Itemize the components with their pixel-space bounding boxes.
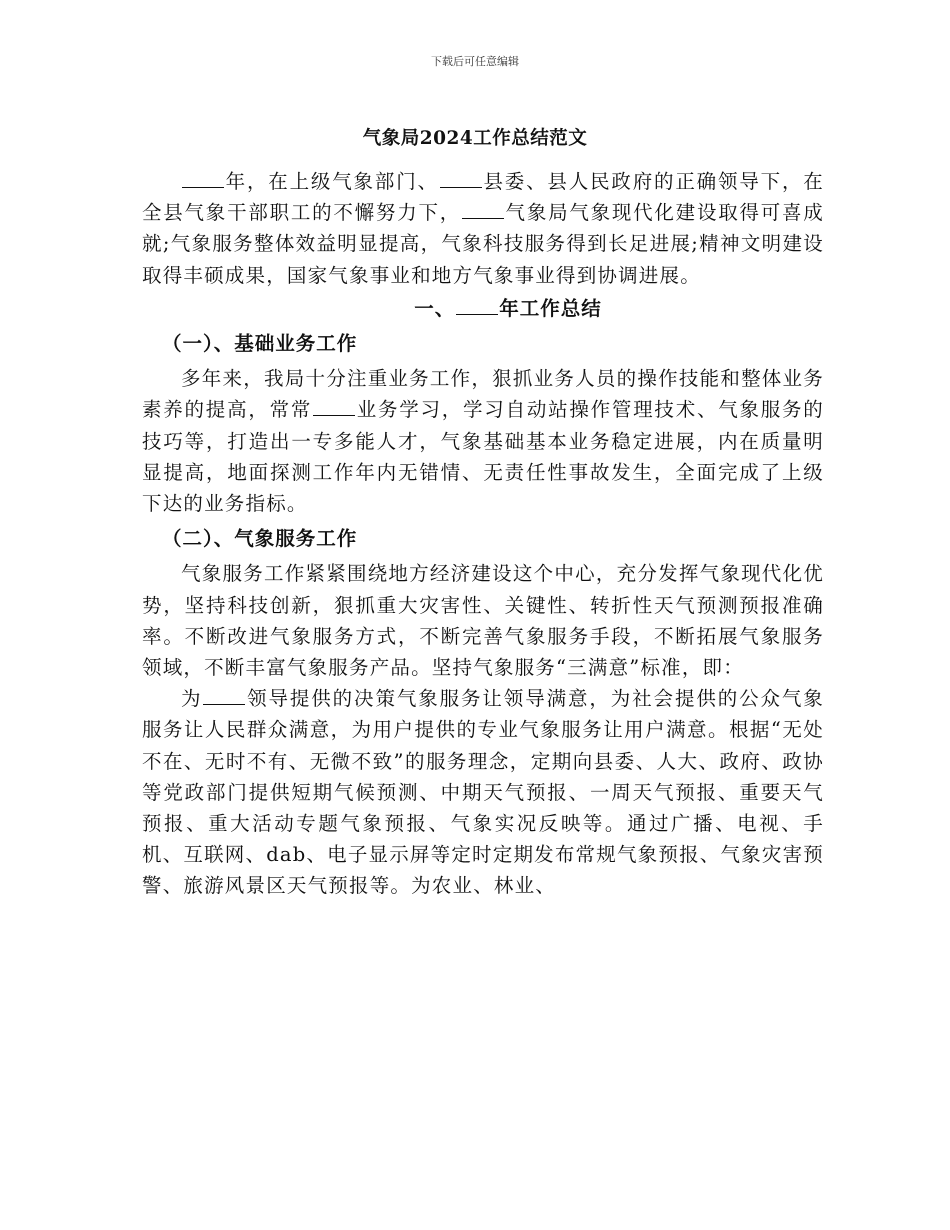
blank-line bbox=[203, 686, 245, 705]
service-paragraph-2 bbox=[142, 683, 824, 901]
section-heading-prefix: 一、 bbox=[414, 296, 456, 320]
basic-text-1: 多年来，我局十分注重业务工作，狠抓业务人员的操作技能和整体业务素养的提高，常常 bbox=[142, 367, 824, 422]
header-note: 下载后可任意编辑 bbox=[431, 55, 519, 68]
subsection-heading-basic: （一）、基础业务工作 bbox=[162, 332, 358, 356]
intro-text-1: 年，在上级气象部门、 bbox=[225, 170, 439, 193]
blank-line bbox=[462, 200, 504, 219]
service-paragraph-1: 气象服务工作紧紧围绕地方经济建设这个中心，充分发挥气象现代化优势，坚持科技创新，狠抓重大灾害性、关键性、转折性天气预测预报准确率。不断改进气象服务方式，不断完善气象服务手段，不断拓展气象服务领域，不断丰富气象服务产品。坚持气象服务“三满意”标准，即： bbox=[142, 562, 824, 680]
document-title: 气象局2024工作总结范文 bbox=[362, 128, 588, 149]
intro-text-2: 县委、县人民政府的正确领导下，在全县气象干部职工的不懈努力下， bbox=[142, 170, 824, 225]
blank-line bbox=[456, 296, 498, 315]
basic-text-2: 业务学习，学习自动站操作管理技术、气象服务的技巧等，打造出一专多能人才，气象基础基本业务稳定进展，内在质量明显提高，地面探测工作年内无错情、无责任性事故发生，全面完成了上级下达的业务指标。 bbox=[142, 398, 824, 516]
intro-text-3: 气象局气象现代化建设取得可喜成就;气象服务整体效益明显提高，气象科技服务得到长足进展;精神文明建设取得丰硕成果，国家气象事业和地方气象事业得到协调进展。 bbox=[142, 201, 824, 287]
blank-line bbox=[313, 397, 355, 416]
service-text-a: 为 bbox=[181, 687, 203, 711]
service-text-b: 领导提供的决策气象服务让领导满意，为社会提供的公众气象服务让人民群众满意，为用户提供的专业气象服务让用户满意。根据“无处不在、无时不有、无微不致”的服务理念，定期向县委、人大、政府、政协等党政部门提供短期气候预测、中期天气预报、一周天气预报、重要天气预报、重大活动专题气象预报、气象实况反映等。通过广播、电视、手机、互联网、dab、电子显示屏等定时定期发布常规气象预报、气象灾害预警、旅游风景区天气预报等。为农业、林业、 bbox=[142, 687, 825, 898]
section-heading-suffix: 年工作总结 bbox=[499, 296, 602, 320]
section-heading bbox=[142, 293, 824, 324]
basic-work-paragraph bbox=[142, 363, 824, 519]
blank-line bbox=[440, 169, 482, 188]
document-body bbox=[142, 166, 824, 902]
blank-line bbox=[182, 169, 224, 188]
subsection-heading-service: （二）、气象服务工作 bbox=[162, 527, 358, 551]
intro-paragraph bbox=[142, 166, 824, 291]
